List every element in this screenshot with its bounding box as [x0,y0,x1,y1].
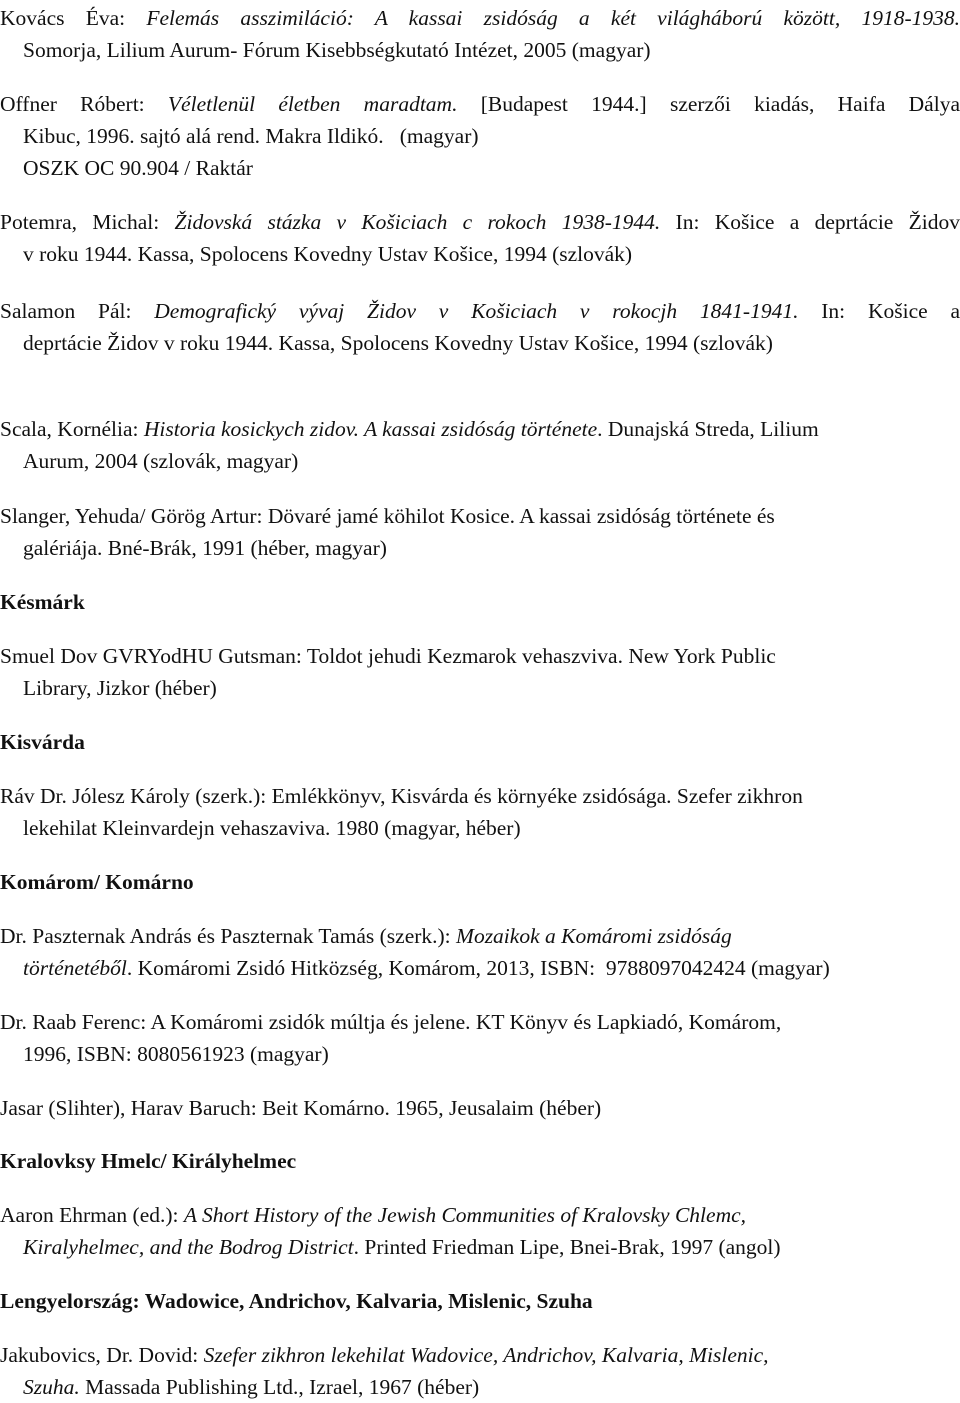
entry-line [0,1231,960,1263]
entry-line [0,952,960,984]
entry-line [0,2,960,34]
bib-entry-scala [0,413,960,477]
entry-author: Kovács Éva: [0,6,147,30]
bib-entry-raab [0,1006,960,1070]
entry-publisher: Massada Publishing Ltd., Izrael, 1967 (héber) [79,1375,480,1399]
entry-author: Salamon Pál: [0,299,155,323]
bib-entry-offner [0,88,960,184]
entry-line [0,920,960,952]
entry-line: Ráv Dr. Jólesz Károly (szerk.): Emlékkönyv, Kisvárda és környéke zsidósága. Szefer zikhron [0,784,803,808]
entry-title: Židovská stázka v Košiciach c rokoch 1938-1944. [174,210,661,234]
entry-line [0,1199,960,1231]
bib-entry-kovacs [0,2,960,66]
entry-line: Smuel Dov GVRYodHU Gutsman: Toldot jehudi Kezmarok vehaszviva. New York Public [0,644,776,668]
entry-publisher: In: Košice a deprtácie Židov [660,210,960,234]
entry-author: Jakubovics, Dr. Dovid: [0,1343,204,1367]
entry-line [0,1339,960,1371]
entry-author: Potemra, Michal: [0,210,175,234]
entry-publisher: . Printed Friedman Lipe, Bnei-Brak, 1997 (angol) [353,1235,781,1259]
entry-line: galériája. Bné-Brák, 1991 (héber, magyar) [23,536,387,560]
section-heading-komarom: Komárom/ Komárno [0,870,194,894]
entry-title: Kiralyhelmec, and the Bodrog District [23,1235,354,1259]
entry-title: Felemás asszimiláció: A kassai zsidóság a két világháború között, 1918-1938. [146,6,960,30]
bib-entry-slanger [0,500,960,564]
section-heading-lengyelorszag: Lengyelország: Wadowice, Andrichov, Kalvaria, Mislenic, Szuha [0,1289,593,1313]
entry-line: Jasar (Slihter), Harav Baruch: Beit Komárno. 1965, Jeusalaim (héber) [0,1096,602,1120]
entry-line: Library, Jizkor (héber) [23,676,217,700]
bib-entry-salamon [0,295,960,359]
entry-line: Somorja, Lilium Aurum- Fórum Kisebbségkutató Intézet, 2005 (magyar) [23,38,651,62]
entry-author: Scala, Kornélia: [0,417,144,441]
section-heading-kesmark: Késmárk [0,590,85,614]
entry-publisher: [Budapest 1944.] szerzői kiadás, Haifa Dálya [457,92,960,116]
entry-line: 1996, ISBN: 8080561923 (magyar) [23,1042,329,1066]
bib-entry-paszternak [0,920,960,984]
entry-title: történetéből [23,956,127,980]
entry-publisher: . Dunajská Streda, Lilium [597,417,819,441]
entry-line: Dr. Raab Ferenc: A Komáromi zsidók múltja és jelene. KT Könyv és Lapkiadó, Komárom, [0,1010,782,1034]
entry-line: Slanger, Yehuda/ Görög Artur: Dövaré jamé köhilot Kosice. A kassai zsidóság története és [0,504,775,528]
entry-publisher: In: Košice a [798,299,960,323]
bib-entry-jasar [0,1092,960,1124]
entry-line: Kibuc, 1996. sajtó alá rend. Makra Ildikó. (magyar) [23,124,479,148]
entry-line: Aurum, 2004 (szlovák, magyar) [23,449,299,473]
entry-line [0,413,960,445]
entry-line [0,295,960,327]
entry-line [0,206,960,238]
bib-entry-potemra [0,206,960,270]
entry-author: Offner Róbert: [0,92,168,116]
entry-title: Historia kosickych zidov. A kassai zsidóság története [143,417,598,441]
entry-author: Dr. Paszternak András és Paszternak Tamás (szerk.): [0,924,457,948]
section-heading-kisvarda: Kisvárda [0,730,85,754]
entry-line [0,88,960,120]
entry-line: OSZK OC 90.904 / Raktár [23,156,253,180]
bib-entry-smuel [0,640,960,704]
entry-line [0,1371,960,1403]
entry-line: deprtácie Židov v roku 1944. Kassa, Spolocens Kovedny Ustav Košice, 1994 (szlovák) [23,331,773,355]
entry-title: Szefer zikhron lekehilat Wadovice, Andrichov, Kalvaria, Mislenic, [203,1343,769,1367]
entry-line: lekehilat Kleinvardejn vehaszaviva. 1980 (magyar, héber) [23,816,521,840]
bib-entry-rav [0,780,960,844]
bib-entry-ehrman [0,1199,960,1263]
entry-title: Véletlenül életben maradtam. [167,92,458,116]
entry-line: v roku 1944. Kassa, Spolocens Kovedny Ustav Košice, 1994 (szlovák) [23,242,633,266]
entry-publisher: . Komáromi Zsidó Hitközség, Komárom, 2013, ISBN: 9788097042424 (magyar) [126,956,830,980]
section-heading-kiralyhelmec: Kralovksy Hmelc/ Királyhelmec [0,1149,297,1173]
bib-entry-jakubovics [0,1339,960,1403]
entry-title: Demografický vývaj Židov v Košiciach v rokocjh 1841-1941. [154,299,799,323]
entry-title: Szuha. [23,1375,80,1399]
entry-author: Aaron Ehrman (ed.): [0,1203,184,1227]
entry-title: A Short History of the Jewish Communities of Kralovsky Chlemc, [183,1203,747,1227]
entry-title: Mozaikok a Komáromi zsidóság [456,924,732,948]
